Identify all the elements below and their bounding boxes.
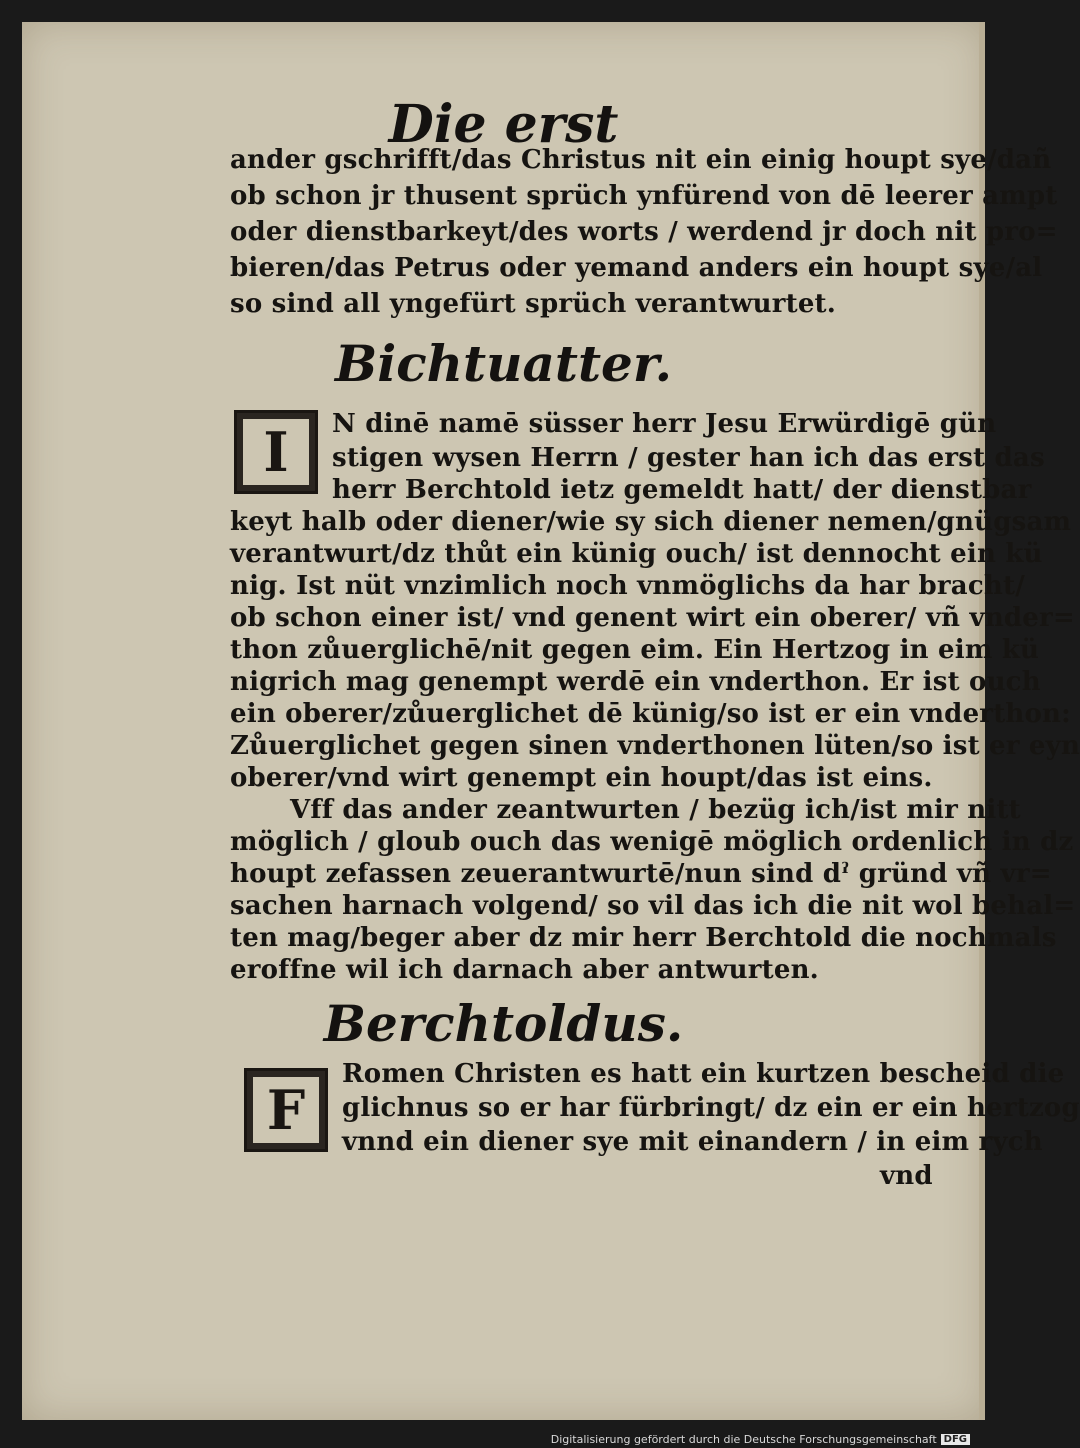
text-line: nig. Ist nüt vnzimlich noch vnmöglichs da har bracht/ bbox=[230, 571, 1025, 601]
text-line: ten mag/beger aber dz mir herr Berchtold die nochmals bbox=[230, 923, 1057, 953]
text-line: sachen harnach volgend/ so vil das ich die nit wol behal= bbox=[230, 891, 1076, 921]
text-line: verantwurt/dz thůt ein künig ouch/ ist dennocht ein kü bbox=[230, 539, 1043, 569]
digitization-credit bbox=[551, 1433, 970, 1446]
text-line: oberer/vnd wirt genempt ein houpt/das ist eins. bbox=[230, 763, 933, 793]
text-line: möglich / gloub ouch das wenigē möglich ordenlich in dz bbox=[230, 827, 1074, 857]
initial-letter: I bbox=[263, 420, 289, 484]
text-line: ob schon einer ist/ vnd genent wirt ein oberer/ vñ vnder= bbox=[230, 603, 1075, 633]
section-heading-berchtoldus: Berchtoldus. bbox=[323, 994, 684, 1053]
text-line: Romen Christen es hatt ein kurtzen bescheid die bbox=[342, 1059, 1065, 1089]
text-line: oder dienstbarkeyt/des worts / werdend jr doch nit pro= bbox=[230, 217, 1058, 247]
initial-letter: F bbox=[266, 1078, 306, 1142]
text-line: keyt halb oder diener/wie sy sich diener nemen/gnügsam bbox=[230, 507, 1072, 537]
text-line: stigen wysen Herrn / gester han ich das erst das bbox=[332, 443, 1045, 473]
decorated-initial bbox=[234, 410, 318, 494]
catchword: vnd bbox=[880, 1161, 933, 1191]
text-line: ein oberer/zůuerglichet dē künig/so ist er ein vnderthon: bbox=[230, 699, 1071, 729]
running-head: Die erst bbox=[388, 94, 619, 155]
text-line: herr Berchtold ietz gemeldt hatt/ der dienstbar bbox=[332, 475, 1032, 505]
text-line: glichnus so er har fürbringt/ dz ein er ein hertzog bbox=[342, 1093, 1080, 1123]
footer-text: Digitalisierung gefördert durch die Deutsche Forschungsgemeinschaft bbox=[550, 1433, 937, 1446]
dfg-logo: DFG bbox=[941, 1434, 970, 1445]
text-line: N dinē namē süsser herr Jesu Erwürdigē gün bbox=[332, 409, 997, 439]
book-page bbox=[22, 22, 1080, 1420]
text-line: houpt zefassen zeuerantwurtē/nun sind dˀ gründ vñ vr= bbox=[230, 859, 1052, 889]
text-line: thon zůuerglichē/nit gegen eim. Ein Hertzog in eim kü bbox=[230, 635, 1040, 665]
text-line: vnnd ein diener sye mit einandern / in eim rych bbox=[342, 1127, 1043, 1157]
text-line: ander gschrifft/das Christus nit ein einig houpt sye/dañ bbox=[230, 145, 1052, 175]
text-line: Vff das ander zeantwurten / bezüg ich/ist mir nitt bbox=[290, 795, 1021, 825]
text-line: so sind all yngefürt sprüch verantwurtet. bbox=[230, 289, 837, 319]
decorated-initial bbox=[244, 1068, 328, 1152]
text-line: Zůuerglichet gegen sinen vnderthonen lüten/so ist er eyn bbox=[230, 731, 1080, 761]
text-line: eroffne wil ich darnach aber antwurten. bbox=[230, 955, 819, 985]
section-heading-bichtuatter: Bichtuatter. bbox=[334, 334, 673, 393]
text-line: nigrich mag genempt werdē ein vnderthon. Er ist ouch bbox=[230, 667, 1041, 697]
text-line: bieren/das Petrus oder yemand anders ein houpt sye/al bbox=[230, 253, 1043, 283]
text-line: ob schon jr thusent sprüch ynfürend von dē leerer ampt bbox=[230, 181, 1058, 211]
